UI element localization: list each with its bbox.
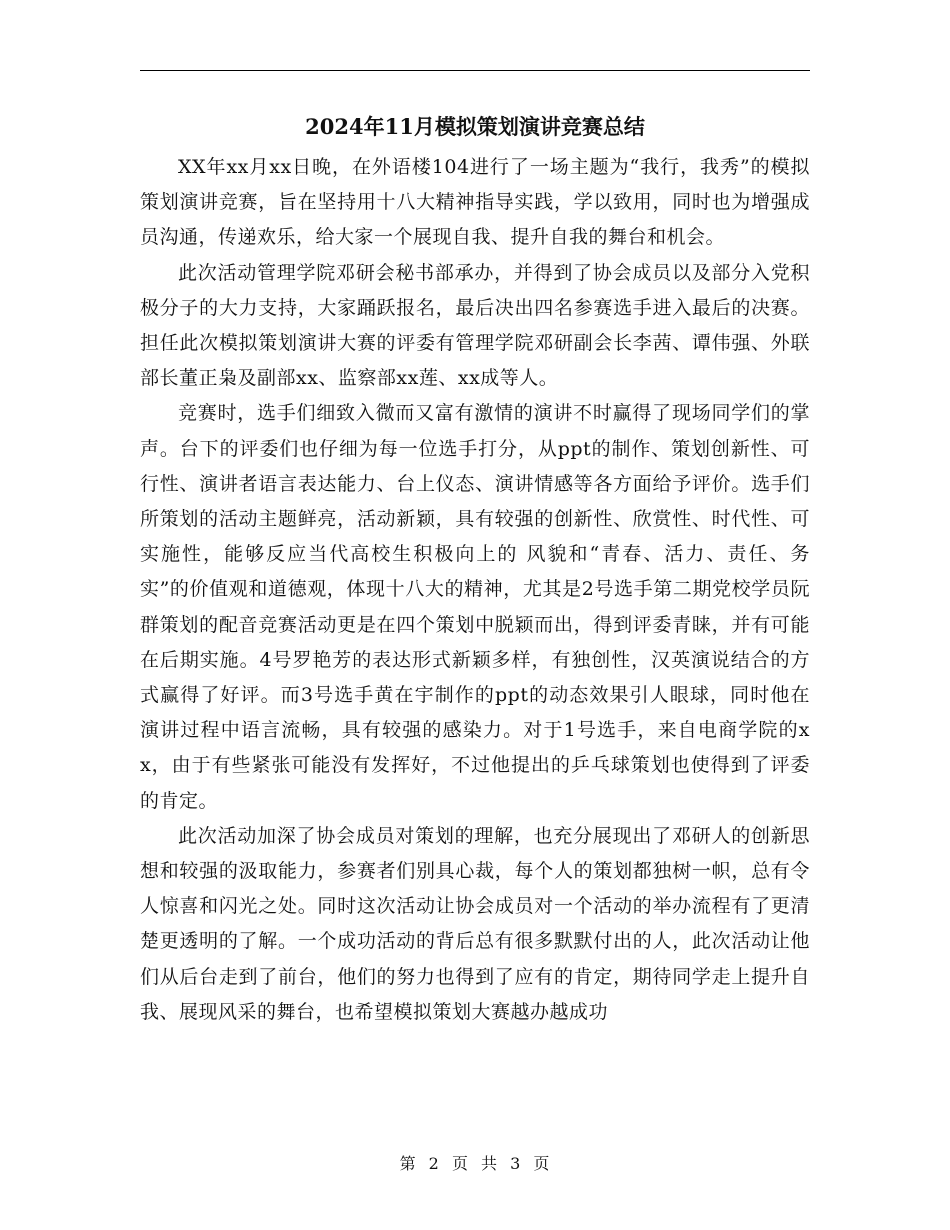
paragraph-intro: XX年xx月xx日晚，在外语楼104进行了一场主题为“我行，我秀”的模拟策划演讲竞赛，旨在坚持用十八大精神指导实践，学以致用，同时也为增强成员沟通，传递欢乐，给大家一个展现自我、提升自我的舞台和机会。 [140, 156, 810, 249]
document-title: 2024年11月模拟策划演讲竞赛总结 [305, 114, 645, 139]
header-rule [140, 70, 810, 71]
paragraph-competition: 竞赛时，选手们细致入微而又富有激情的演讲不时赢得了现场同学们的掌声。台下的评委们也仔细为每一位选手打分，从ppt的制作、策划创新性、可行性、演讲者语言表达能力、台上仪态、演讲情感等各方面给予评价。选手们所策划的活动主题鲜亮，活动新颖，具有较强的创新性、欣赏性、时代性、可 实施性，能够反应当代高校生积极向上的 风貌和“青春、活力、责任、务实”的价值观和道德观，体现十八大的精神，尤其是2号选手第二期党校学员阮群策划的配音竞赛活动更是在四个策划中脱颖而出，得到评委青睐，并有可能在后期实施。4号罗艳芳的表达形式新颖多样，有独创性，汉英演说结合的方式赢得了好评。而3号选手黄在宇制作的ppt的动态效果引人眼球，同时他在演讲过程中语言流畅，具有较强的感染力。对于1号选手，来自电商学院的xx，由于有些紧张可能没有发挥好，不过他提出的乒乓球策划也使得到了评委的肯定。 [140, 402, 810, 812]
page-number: 第 2 页 共 3 页 [399, 1154, 551, 1173]
paragraph-organizers: 此次活动管理学院邓研会秘书部承办，并得到了协会成员以及部分入党积极分子的大力支持，大家踊跃报名，最后决出四名参赛选手进入最后的决赛。担任此次模拟策划演讲大赛的评委有管理学院邓研副会长李茜、谭伟强、外联部长董正枭及副部xx、监察部xx莲、xx成等人。 [140, 261, 810, 390]
document-body [140, 150, 810, 1030]
paragraph-conclusion: 此次活动加深了协会成员对策划的理解，也充分展现出了邓研人的创新思想和较强的汲取能力，参赛者们别具心裁，每个人的策划都独树一帜，总有令人惊喜和闪光之处。同时这次活动让协会成员对一个活动的举办流程有了更清楚更透明的了解。一个成功活动的背后总有很多默默付出的人，此次活动让他们从后台走到了前台，他们的努力也得到了应有的肯定，期待同学走上提升自我、展现风采的舞台，也希望模拟策划大赛越办越成功 [140, 824, 810, 1023]
